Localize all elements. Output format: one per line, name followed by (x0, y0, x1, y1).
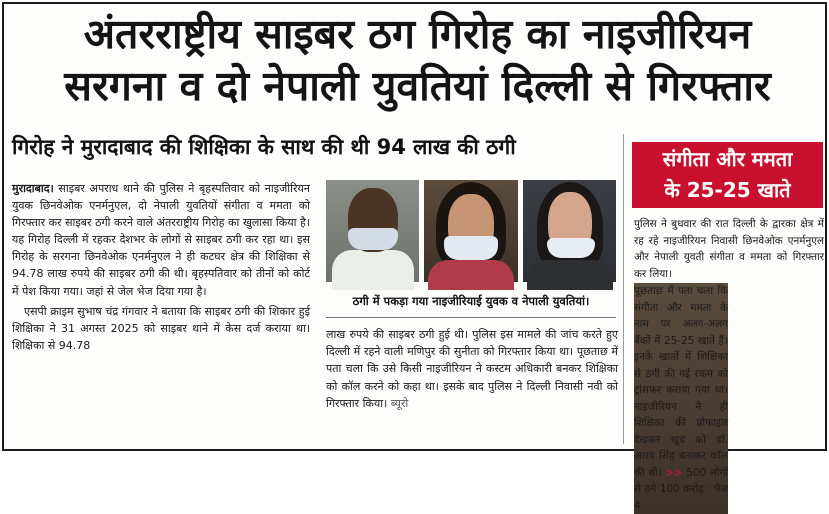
photo-caption: ठगी में पकड़ा गया नाइजीरियाई युवक व नेपाली युवतियां। (326, 284, 616, 318)
article-paragraph-2: एसपी क्राइम सुभाष चंद्र गंगवार ने बताया कि साइबर ठगी की शिकार हुई शिक्षिका ने 31 अगस्त 2025 को साइबर थाने में केस दर्ज कराया था। शिक्षिका से 94.78 (12, 304, 310, 352)
headline-line-2: सरगना व दो नेपाली युवतियां दिल्ली से गिरफ्तार (64, 62, 771, 110)
photo-nepali-woman-2 (523, 180, 616, 282)
photo-strip (326, 180, 616, 282)
sidebar-paragraph-2 (634, 283, 728, 514)
sidebar-para2-text: पूछताछ में पता चला कि संगीता और ममता के नाम पर अलग-अलग बैंकों में 25-25 खाते हैं। इनके खातों में शिक्षिका से ठगी की गई रकम को ट्रांसफर कराया गया था। नाइजीरियन ने ही शिक्षिका की प्रोफाइल देखकर खुद को डॉ. आरव सिंह बताकर कॉल की थी। (634, 285, 728, 479)
article-paragraph-1 (12, 180, 310, 300)
column-divider (623, 134, 624, 444)
jump-arrow-icon: >> (665, 466, 683, 479)
article-continued-text: लाख रुपये की साइबर ठगी हुई थी। पुलिस इस मामले की जांच करते हुए दिल्ली में रहने वाली मणिपुर की सुनीता को गिरफ्तार किया था। पूछताछ में पता चला कि उसे किसी नाइजीरियन ने कस्टम अधिकारी बनकर शिक्षिका को कॉल करने को कहा था। इसके बाद पुलिस ने दिल्ली निवासी नवी को गिरफ्तार किया। (326, 328, 618, 410)
article-column-1 (12, 180, 310, 354)
subheadline: गिरोह ने मुरादाबाद की शिक्षिका के साथ की थी 94 लाख की ठगी (12, 135, 516, 159)
dateline: मुरादाबाद। (12, 182, 54, 195)
byline: ब्यूरो (390, 396, 409, 410)
photo-nepali-woman-1 (424, 180, 518, 282)
article-para1-text: साइबर अपराध थाने की पुलिस ने बृहस्पतिवार को नाइजीरियन युवक छिनवेओक एनर्मनुएल, दो नेपाली युवतियों संगीता व ममता को गिरफ्तार कर साइबर ठगी करने वाले अंतरराष्ट्रीय गिरोह का खुलासा किया है। यह गिरोह दिल्ली में रहकर देशभर के लोगों से साइबर ठगी कर रहा था। इस गिरोह के सरगना छिनवेओक एनर्मनुएल ने ही कटघर क्षेत्र की शिक्षिका से 94.78 लाख रुपये की साइबर ठगी की थी। बृहस्पतिवार को तीनों को कोर्ट में पेश किया गया। जहां से जेल भेज दिया गया है। (12, 182, 310, 298)
sidebar-title-line-2: के 25-25 खाते (664, 178, 791, 202)
photo-nigerian-man (326, 180, 419, 282)
sidebar-title-box (632, 142, 823, 208)
article-column-2 (326, 326, 618, 412)
sidebar-title-line-1: संगीता और ममता (662, 147, 793, 171)
newspaper-clipping (2, 2, 827, 512)
jump-reference: 500 लोगों से ठगे 100 करोड़ : पेज 4 (634, 466, 728, 512)
sidebar-column (634, 216, 824, 514)
sidebar-paragraph-1: पुलिस ने बुधवार की रात दिल्ली के द्वारका क्षेत्र में रह रहे नाइजीरियन निवासी छिनवेओक एनर्मनुएल और नेपाली युवती संगीता व ममता को गिरफ्तार कर लिया। (634, 218, 824, 280)
headline-line-1: अंतरराष्ट्रीय साइबर ठग गिरोह का नाइजीरियन (83, 10, 752, 58)
